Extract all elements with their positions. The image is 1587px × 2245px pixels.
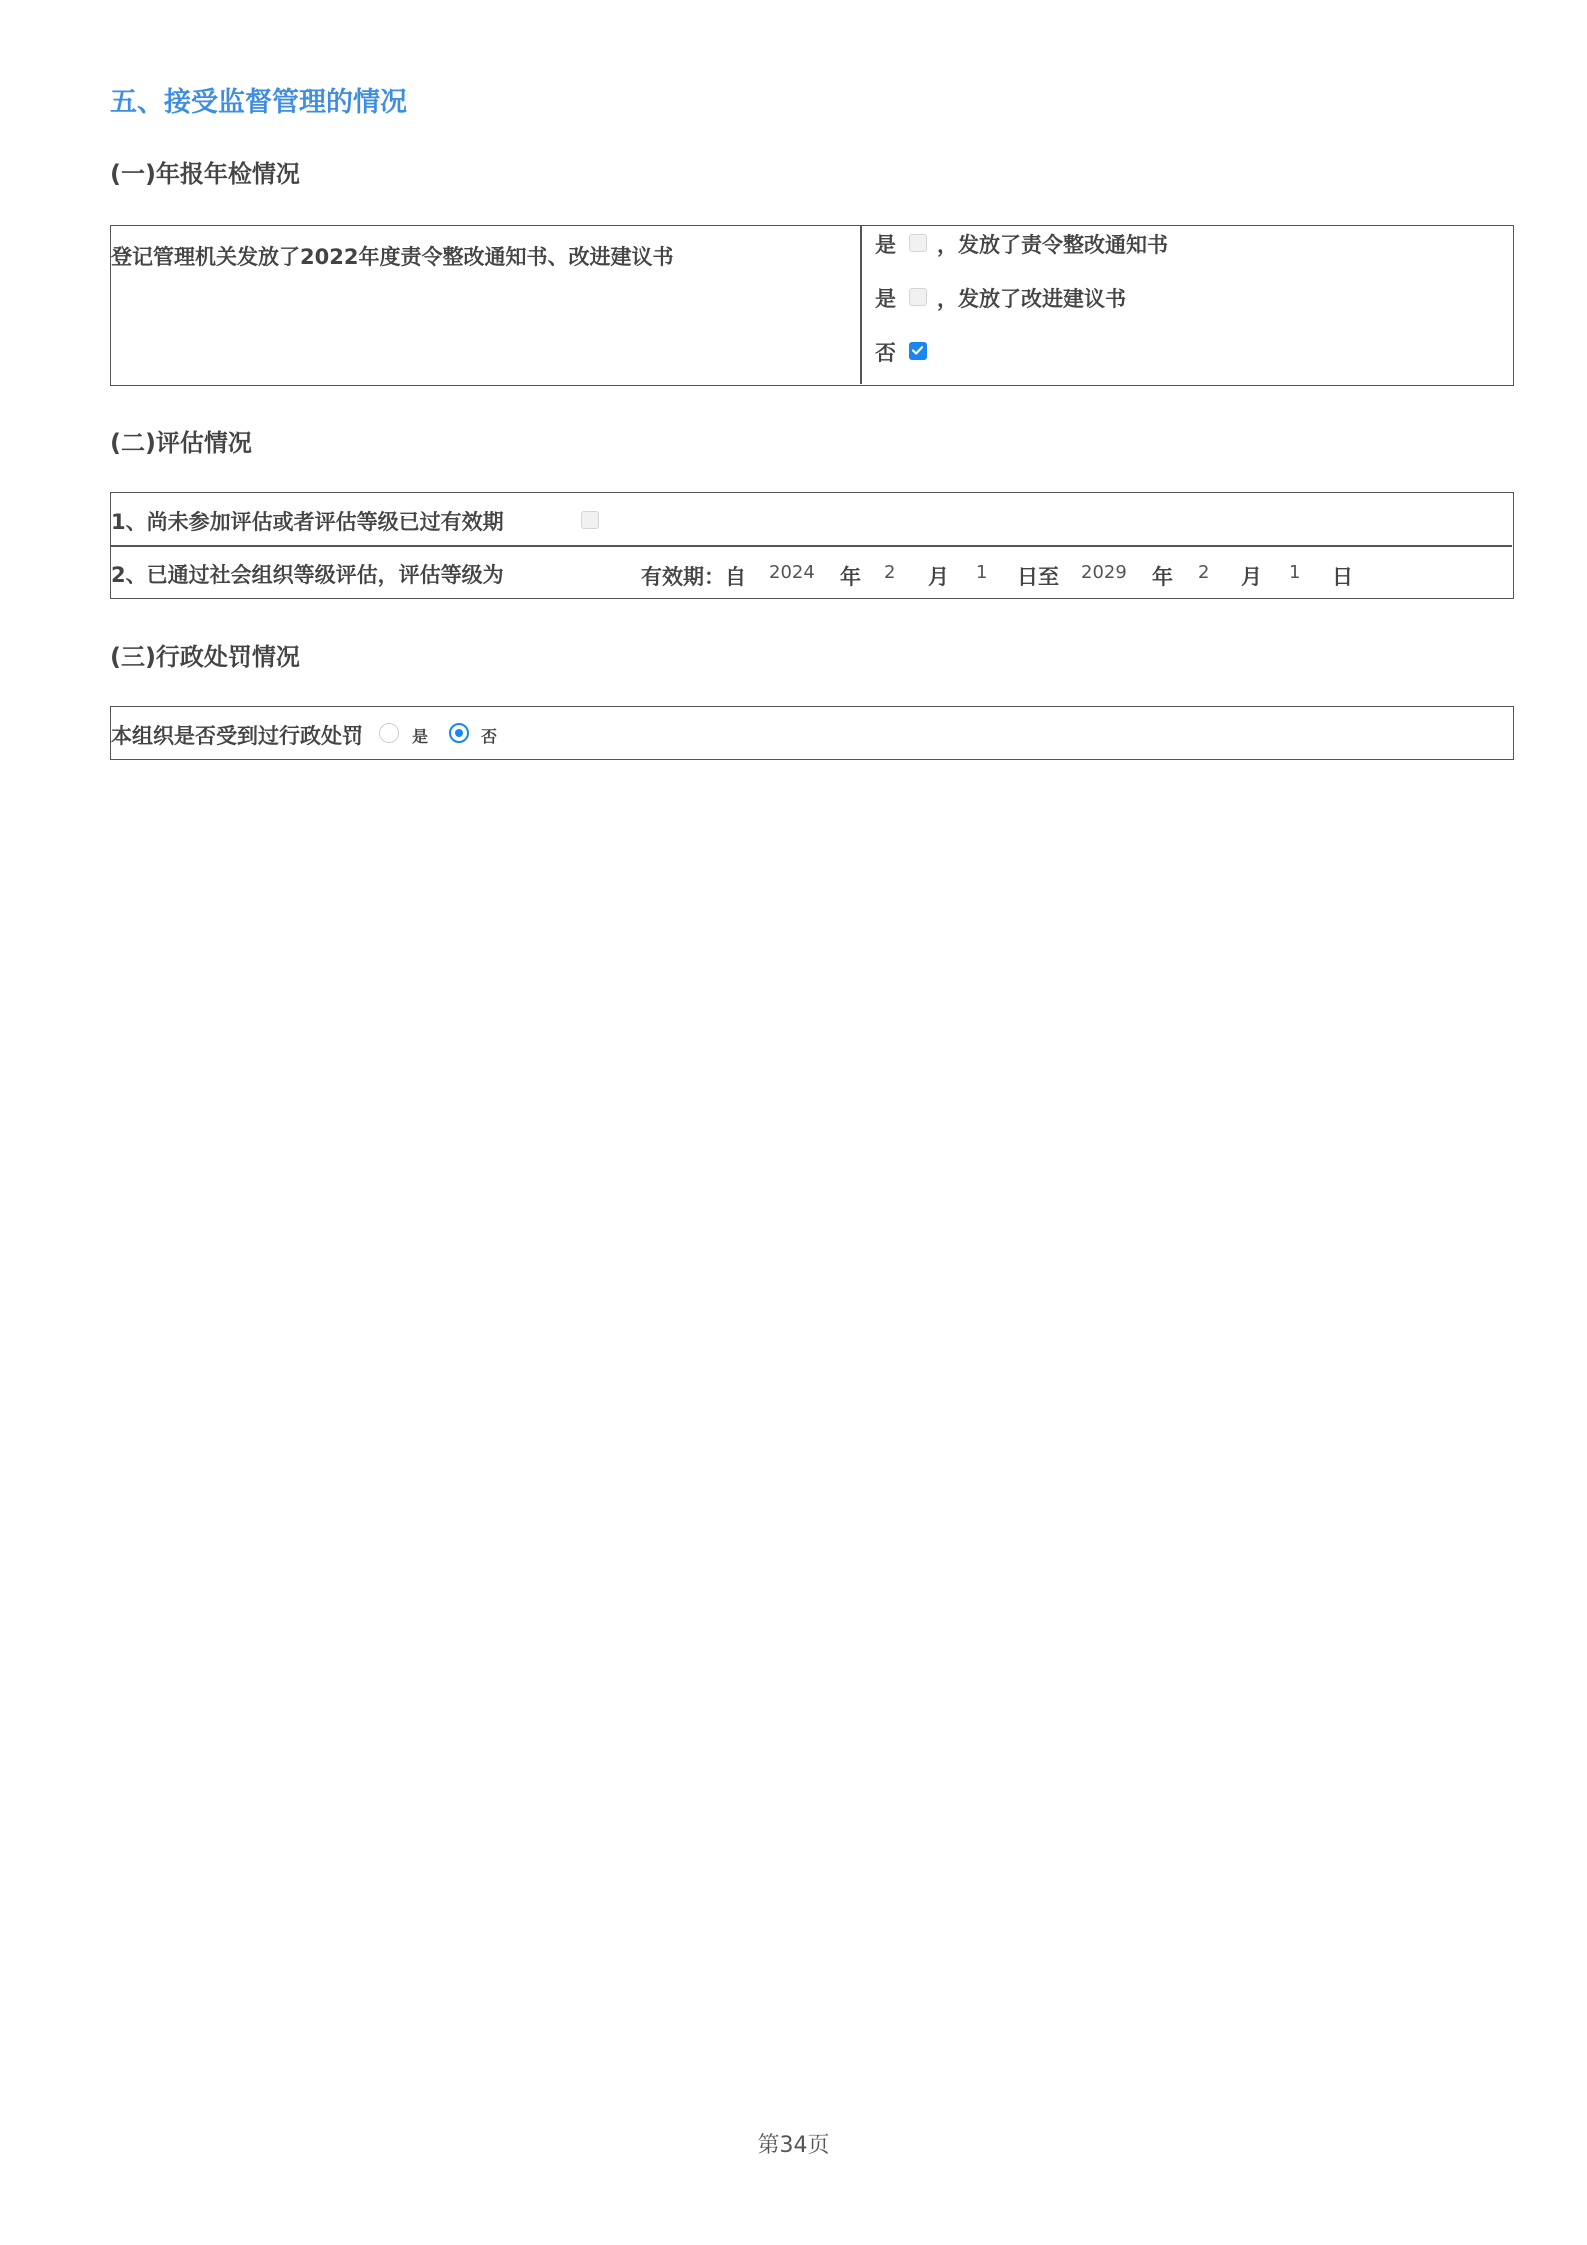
page-number: 第34页 xyxy=(757,2133,830,2158)
penalty-yes-radio[interactable] xyxy=(379,723,399,743)
check-icon xyxy=(910,343,925,358)
from-year-value: 2024 xyxy=(769,562,815,583)
penalty-heading: (三)行政处罚情况 xyxy=(110,643,300,671)
option-rectify-prefix: 是 xyxy=(875,233,896,257)
from-month-unit: 月 xyxy=(928,565,949,589)
option-no-prefix: 否 xyxy=(875,341,896,365)
rectify-notice-checkbox[interactable] xyxy=(909,234,927,252)
evaluation-row1-label: 1、尚未参加评估或者评估等级已过有效期 xyxy=(111,510,504,534)
to-month-unit: 月 xyxy=(1241,565,1262,589)
annual-check-table xyxy=(110,225,1514,386)
from-day-unit: 日至 xyxy=(1017,565,1059,589)
option-advice-prefix: 是 xyxy=(875,287,896,311)
option-rectify-label: ，发放了责令整改通知书 xyxy=(937,233,1168,257)
to-day-unit: 日 xyxy=(1332,565,1353,589)
annual-check-divider xyxy=(860,226,862,384)
option-advice-label: ，发放了改进建议书 xyxy=(937,287,1126,311)
penalty-question: 本组织是否受到过行政处罚 xyxy=(111,724,363,748)
radio-selected-dot xyxy=(455,729,463,737)
annual-check-heading: (一)年报年检情况 xyxy=(110,160,300,188)
evaluation-heading: (二)评估情况 xyxy=(110,429,252,457)
to-year-unit: 年 xyxy=(1152,565,1173,589)
penalty-no-radio[interactable] xyxy=(449,723,469,743)
to-year-value: 2029 xyxy=(1081,562,1127,583)
to-month-value: 2 xyxy=(1198,562,1210,583)
from-day-value: 1 xyxy=(976,562,988,583)
penalty-yes-label: 是 xyxy=(412,727,429,746)
from-month-value: 2 xyxy=(884,562,896,583)
evaluation-row2-label: 2、已通过社会组织等级评估，评估等级为 xyxy=(111,563,504,587)
penalty-no-label: 否 xyxy=(481,727,498,746)
section-title: 五、接受监督管理的情况 xyxy=(110,87,407,118)
to-day-value: 1 xyxy=(1289,562,1301,583)
evaluation-table xyxy=(110,492,1514,599)
from-year-unit: 年 xyxy=(840,565,861,589)
annual-check-question: 登记管理机关发放了2022年度责令整改通知书、改进建议书 xyxy=(111,245,674,269)
evaluation-row-divider xyxy=(111,545,1512,547)
advice-notice-checkbox[interactable] xyxy=(909,288,927,306)
evaluation-expired-checkbox[interactable] xyxy=(581,511,599,529)
validity-label: 有效期：自 xyxy=(641,565,746,589)
no-notice-checkbox[interactable] xyxy=(909,342,927,360)
penalty-table xyxy=(110,706,1514,760)
